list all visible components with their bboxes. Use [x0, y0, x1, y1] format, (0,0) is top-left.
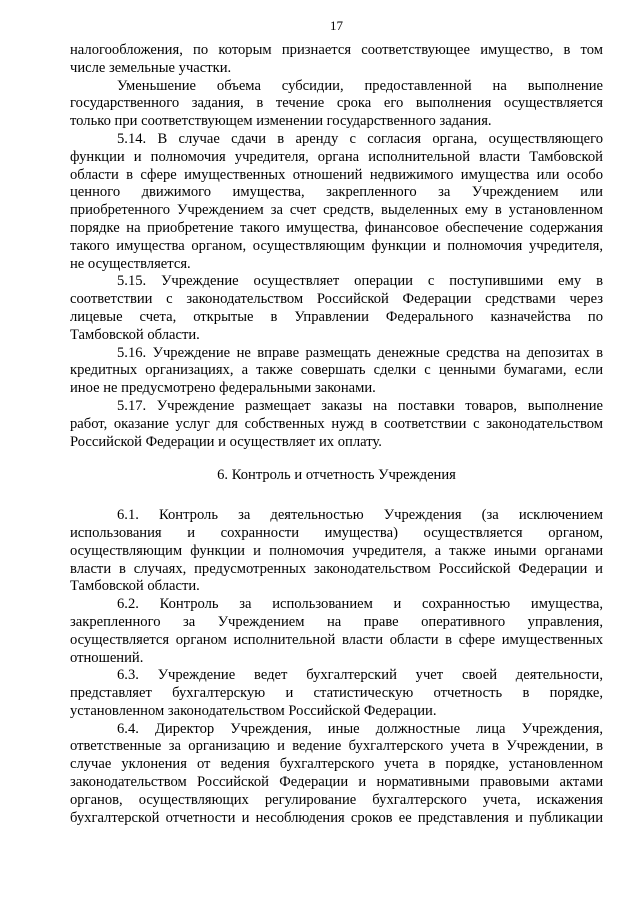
text-line: представляет бухгалтерскую и статистическую отчетность в порядке, — [70, 685, 603, 702]
text-line: бухгалтерской отчетности и несоблюдения сроков ее представления и публикации — [70, 809, 603, 826]
paragraph — [70, 721, 603, 828]
text-line: иное не предусмотрено федеральными законами. — [70, 380, 376, 397]
paragraph — [70, 131, 603, 273]
text-line: такого имущества органом, осуществляющим функции и полномочия учредителя, — [70, 237, 603, 254]
text-line: 5.14. В случае сдачи в аренду с согласия органа, осуществляющего — [117, 130, 603, 147]
text-line: 6.1. Контроль за деятельностью Учреждения (за исключением — [117, 507, 603, 524]
text-line: приобретенного Учреждением за счет средств, выделенных ему в установленном — [70, 202, 603, 219]
text-line: соответствии с законодательством Российской Федерации средствами через — [70, 291, 603, 308]
section-6-body — [70, 507, 603, 827]
text-line: не осуществляется. — [70, 255, 191, 272]
page-number: 17 — [330, 18, 343, 33]
text-line: 6.2. Контроль за использованием и сохранностью имущества, — [117, 596, 603, 613]
paragraph — [70, 273, 603, 344]
document-page — [70, 18, 603, 827]
text-line: установленном законодательством Российской Федерации. — [70, 702, 437, 719]
text-line: 5.15. Учреждение осуществляет операции с поступившими ему в — [117, 273, 603, 290]
text-line: кредитных организациях, а также совершать сделки с ценными бумагами, если — [70, 362, 603, 379]
text-line: ценного движимого имущества, закрепленного за Учреждением или — [70, 184, 603, 201]
section-5-continuation — [70, 42, 603, 451]
paragraph — [70, 345, 603, 398]
text-line: области в сфере имущественных отношений недвижимого имущества или особо — [70, 166, 603, 183]
text-line: 6.3. Учреждение ведет бухгалтерский учет своей деятельности, — [117, 667, 603, 684]
text-line: Уменьшение объема субсидии, предоставленной на выполнение — [117, 77, 603, 94]
text-line: ответственные за организацию и ведение бухгалтерского учета в Учреждении, в — [70, 738, 603, 755]
text-line: использования и сохранности имущества) осуществляется органом, — [70, 524, 603, 541]
text-line: налогообложения, по которым признается соответствующее имущество, в том — [70, 42, 603, 58]
paragraph — [70, 78, 603, 131]
paragraph — [70, 667, 603, 720]
text-line: случае уклонения от ведения бухгалтерского учета в порядке, установленном — [70, 756, 603, 773]
text-line: Российской Федерации и осуществляет их оплату. — [70, 433, 382, 450]
text-line: Тамбовской области. — [70, 578, 200, 595]
text-line: порядке на приобретение такого имущества, финансовое обеспечение содержания — [70, 219, 603, 236]
text-line: 5.16. Учреждение не вправе размещать денежные средства на депозитах в — [117, 344, 603, 361]
text-line: 6.4. Директор Учреждения, иные должностные лица Учреждения, — [117, 720, 603, 737]
text-line: осуществляется органом исполнительной власти области в сфере имущественных — [70, 631, 603, 648]
text-line: числе земельные участки. — [70, 59, 232, 76]
text-line: государственного задания, в течение срока его выполнения осуществляется — [70, 95, 603, 112]
text-line: осуществляющим функции и полномочия учредителя, а также иными органами — [70, 542, 603, 559]
paragraph — [70, 42, 603, 78]
paragraph — [70, 398, 603, 451]
paragraph — [70, 507, 603, 596]
text-line: отношений. — [70, 649, 144, 666]
text-line: 5.17. Учреждение размещает заказы на поставки товаров, выполнение — [117, 397, 603, 414]
section-heading: 6. Контроль и отчетность Учреждения — [217, 467, 456, 484]
text-line: законодательством Российской Федерации и нормативными правовыми актами — [70, 774, 603, 791]
text-line: функции и полномочия учредителя, органа исполнительной власти Тамбовской — [70, 148, 603, 165]
text-line: органов, осуществляющих регулирование бухгалтерского учета, искажения — [70, 791, 603, 808]
text-line: только при соответствующем изменении государственного задания. — [70, 113, 492, 130]
text-line: Тамбовской области. — [70, 326, 200, 343]
paragraph — [70, 596, 603, 667]
text-line: лицевые счета, открытые в Управлении Федерального казначейства по — [70, 308, 603, 325]
text-line: закрепленного за Учреждением на праве оперативного управления, — [70, 613, 603, 630]
text-line: работ, оказание услуг для собственных нужд в соответствии с законодательством — [70, 415, 603, 432]
text-line: власти в случаях, предусмотренных законодательством Российской Федерации и — [70, 560, 603, 577]
